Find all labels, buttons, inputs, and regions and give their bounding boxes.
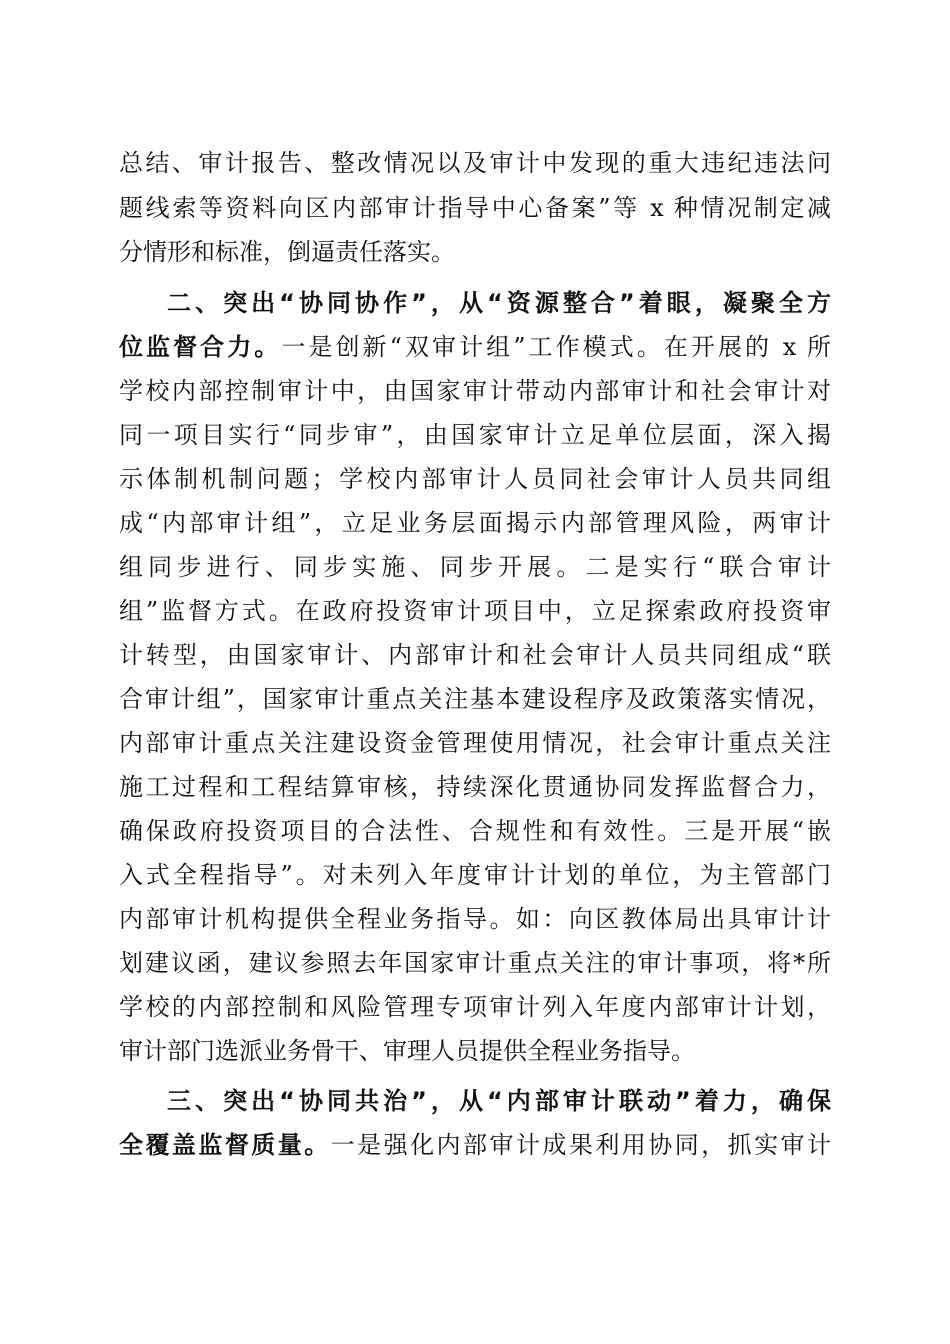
text-line (119, 415, 831, 455)
text-line (119, 143, 831, 183)
line-text: 内部审计重点关注建设资金管理使用情况，社会审计重点关注 (119, 729, 831, 757)
line-text: 确保政府投资项目的合法性、合规性和有效性。三是开展“嵌 (119, 817, 831, 845)
text-line (119, 679, 831, 719)
text-line (119, 899, 831, 939)
text-line (119, 767, 831, 807)
section-heading-line (167, 283, 831, 323)
line-text: 施工过程和工程结算审核，持续深化贯通协同发挥监督合力， (119, 773, 831, 801)
section-heading-2: 二、突出“协同协作”，从“资源整合”着眼，凝聚全方 (167, 289, 831, 317)
line-text: 组同步进行、同步实施、同步开展。二是实行“联合审计 (119, 553, 831, 581)
line-text: 合审计组”，国家审计重点关注基本建设程序及政策落实情况， (119, 685, 831, 713)
section-heading-3: 三、突出“协同共治”，从“内部审计联动”着力，确保 (167, 1087, 831, 1115)
text-line (119, 635, 831, 675)
line-text: 学校内部控制审计中，由国家审计带动内部审计和社会审计对 (119, 377, 831, 405)
text-line (119, 1031, 831, 1071)
line-text: 总结、审计报告、整改情况以及审计中发现的重大违纪违法问 (119, 149, 831, 177)
text-line (119, 371, 831, 411)
line-text: 成“内部审计组”，立足业务层面揭示内部管理风险，两审计 (119, 509, 831, 537)
text-line (119, 943, 831, 983)
line-text: 一是创新“双审计组”工作模式。在开展的 x 所 (281, 333, 831, 361)
text-line (119, 188, 831, 228)
text-line (119, 459, 831, 499)
line-text: 一是强化内部审计成果利用协同，抓实审计 (330, 1131, 832, 1159)
text-line (119, 327, 831, 367)
line-text: 同一项目实行“同步审”，由国家审计立足单位层面，深入揭 (119, 421, 831, 449)
line-text: 内部审计机构提供全程业务指导。如：向区教体局出具审计计 (119, 905, 831, 933)
line-text: 学校的内部控制和风险管理专项审计列入年度内部审计计划， (119, 993, 831, 1021)
text-line (119, 232, 831, 272)
text-line (119, 591, 831, 631)
text-line (119, 855, 831, 895)
text-line (119, 547, 831, 587)
section-heading-line (167, 1081, 831, 1121)
line-text: 题线索等资料向区内部审计指导中心备案”等 x 种情况制定减 (119, 194, 831, 222)
line-text: 划建议函，建议参照去年国家审计重点关注的审计事项，将*所 (119, 949, 831, 977)
line-text: 审计部门选派业务骨干、审理人员提供全程业务指导。 (119, 1037, 695, 1065)
text-line (119, 811, 831, 851)
line-text: 组”监督方式。在政府投资审计项目中，立足探索政府投资审 (119, 597, 831, 625)
line-text: 计转型，由国家审计、内部审计和社会审计人员共同组成“联 (119, 641, 831, 669)
text-line (119, 1125, 831, 1165)
line-text: 入式全程指导”。对未列入年度审计计划的单位，为主管部门 (119, 861, 831, 889)
text-line (119, 987, 831, 1027)
section-heading-3-end: 全覆盖监督质量。 (119, 1131, 331, 1159)
section-heading-2-end: 位监督合力。 (119, 333, 282, 361)
text-line (119, 503, 831, 543)
line-text: 分情形和标准，倒逼责任落实。 (119, 238, 455, 266)
text-line (119, 723, 831, 763)
line-text: 示体制机制问题；学校内部审计人员同社会审计人员共同组 (119, 465, 831, 493)
